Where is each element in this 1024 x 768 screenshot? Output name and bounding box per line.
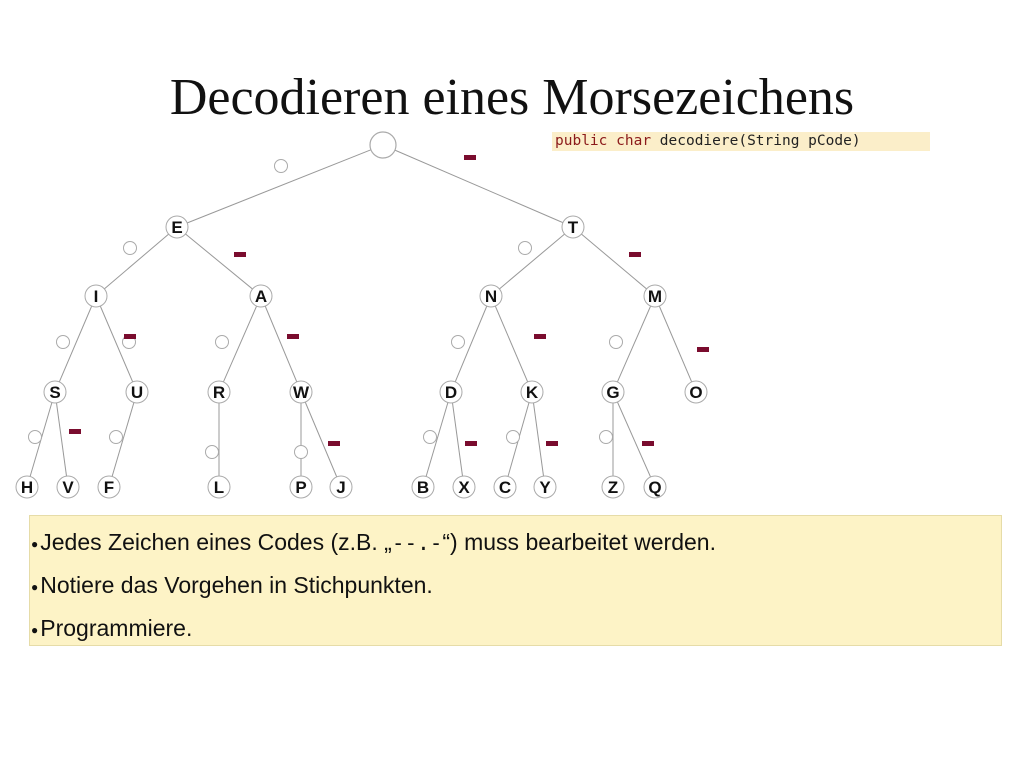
tree-edge [383, 145, 573, 227]
dash-marker [629, 252, 641, 257]
tree-edge [96, 227, 177, 296]
node-letter: Y [539, 478, 551, 497]
bullet-1: ●Jedes Zeichen eines Codes (z.B. „--.-“) muss bearbeitet werden. [31, 529, 716, 555]
dash-marker [328, 441, 340, 446]
node-letter: P [295, 478, 307, 497]
tree-edge [451, 392, 464, 487]
tree-node [644, 285, 666, 307]
task-box [29, 515, 1002, 646]
bullet-1-text-end: “) muss bearbeitet werden. [442, 529, 716, 555]
page-title: Decodieren eines Morsezeichens [169, 69, 855, 126]
dash-marker [69, 429, 81, 434]
node-letter: T [567, 218, 579, 237]
node-letter: R [212, 383, 226, 402]
tree-edge [301, 392, 341, 487]
node-letter: Q [648, 478, 662, 497]
dash-marker [642, 441, 654, 446]
dot-marker [519, 242, 532, 255]
tree-node [85, 285, 107, 307]
tree-node [602, 476, 624, 498]
tree-node [290, 476, 312, 498]
node-letter: J [336, 478, 346, 497]
node-letter: H [20, 478, 34, 497]
tree-node [602, 381, 624, 403]
tree-node [440, 381, 462, 403]
dash-marker [124, 334, 136, 339]
bullet-2-text: Notiere das Vorgehen in Stichpunkten. [40, 572, 433, 598]
bullet-1-code: --.- [391, 531, 443, 555]
node-letter: C [498, 478, 512, 497]
bullet-3-text: Programmiere. [40, 615, 193, 641]
tree-edge [573, 227, 655, 296]
node-letter: B [416, 478, 430, 497]
dot-marker [216, 336, 229, 349]
node-letter: K [525, 383, 539, 402]
root-node [370, 132, 396, 158]
tree-node [57, 476, 79, 498]
tree-node [98, 476, 120, 498]
dot-marker [110, 431, 123, 444]
node-letter: O [689, 383, 703, 402]
node-letter: V [62, 478, 74, 497]
tree-edge [532, 392, 545, 487]
tree-node [494, 476, 516, 498]
node-letter: G [606, 383, 620, 402]
bullet-1-text-start: Jedes Zeichen eines Codes (z.B. „ [40, 529, 392, 555]
node-letter: L [213, 478, 225, 497]
tree-node [453, 476, 475, 498]
node-letter: Z [607, 478, 619, 497]
tree-node [534, 476, 556, 498]
tree-node [562, 216, 584, 238]
node-letter: S [49, 383, 61, 402]
bullet-2: ●Notiere das Vorgehen in Stichpunkten. [31, 572, 433, 598]
tree-node [330, 476, 352, 498]
tree-edge [491, 296, 532, 392]
code-method-name: decodiere(String pCode) [659, 133, 861, 149]
tree-node [521, 381, 543, 403]
dot-marker [275, 160, 288, 173]
node-letter: D [444, 383, 458, 402]
dash-marker [465, 441, 477, 446]
tree-node [685, 381, 707, 403]
dot-marker [57, 336, 70, 349]
tree-edge [177, 227, 261, 296]
dash-marker [546, 441, 558, 446]
dot-marker [424, 431, 437, 444]
tree-edges [27, 145, 696, 487]
bullet-3: ●Programmiere. [31, 615, 193, 641]
node-letter: I [93, 287, 99, 306]
dash-marker [697, 347, 709, 352]
tree-node [250, 285, 272, 307]
tree-node [412, 476, 434, 498]
node-letter: X [458, 478, 470, 497]
node-letter: E [171, 218, 183, 237]
tree-edge [613, 392, 655, 487]
node-letter: N [484, 287, 498, 306]
code-keyword-char: char [616, 133, 652, 149]
dot-marker [29, 431, 42, 444]
dash-marker [234, 252, 246, 257]
dot-marker [600, 431, 613, 444]
tree-node [480, 285, 502, 307]
node-letter: M [647, 287, 663, 306]
dot-marker [124, 242, 137, 255]
tree-node [644, 476, 666, 498]
node-letter: A [254, 287, 268, 306]
tree-node [44, 381, 66, 403]
dash-marker [287, 334, 299, 339]
tree-node [208, 381, 230, 403]
dot-marker [295, 446, 308, 459]
dot-marker [452, 336, 465, 349]
dot-marker [610, 336, 623, 349]
tree-edge [261, 296, 301, 392]
dash-marker [464, 155, 476, 160]
tree-edge [491, 227, 573, 296]
dash-marker [534, 334, 546, 339]
tree-node [126, 381, 148, 403]
tree-edge [177, 145, 383, 227]
tree-node [208, 476, 230, 498]
tree-node [166, 216, 188, 238]
node-letter: U [130, 383, 144, 402]
dot-marker [206, 446, 219, 459]
tree-edge [55, 392, 68, 487]
node-letter: F [103, 478, 115, 497]
node-letter: W [292, 383, 310, 402]
tree-node [290, 381, 312, 403]
tree-node [16, 476, 38, 498]
tree-edge [655, 296, 696, 392]
dot-marker [507, 431, 520, 444]
code-keyword-public: public [555, 133, 608, 149]
